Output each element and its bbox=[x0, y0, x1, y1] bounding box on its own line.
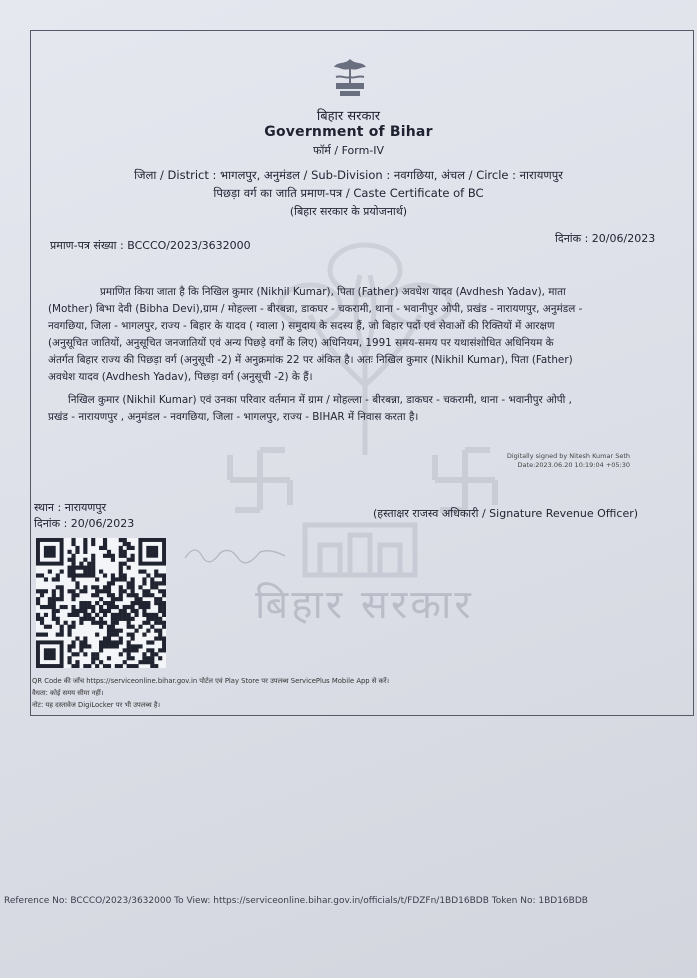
state-name-english: Government of Bihar bbox=[264, 124, 433, 140]
para1-line4: (अनुसूचित जातियों, अनुसूचित जनजातियों एवं अन्य पिछड़े वर्गों के लिए) अधिनियम, 1991 समय-समय पर यथासंशोधित अधिनियम के bbox=[48, 337, 554, 349]
digital-signature-signer: Digitally signed by Nitesh Kumar Seth bbox=[506, 452, 630, 460]
form-number: फॉर्म / Form-IV bbox=[312, 144, 385, 157]
para2-line2: प्रखंड - नारायणपुर , अनुमंडल - नवगछिया, जिला - भागलपुर, राज्य - BIHAR में निवास करता है। bbox=[48, 411, 419, 423]
validity-note: वैधता: कोई समय सीमा नहीं। bbox=[32, 689, 104, 697]
reference-line: Reference No: BCCCO/2023/3632000 To View: https://serviceonline.bihar.gov.in/officials/t/FDZFn/1BD16BDB Token No: 1BD16BDB bbox=[4, 896, 588, 906]
left-pattern-watermark bbox=[225, 445, 295, 515]
certificate-purpose: (बिहार सरकार के प्रयोजनार्थ) bbox=[289, 205, 408, 218]
digital-signature-date: Date:2023.06.20 10:19:04 +05:30 bbox=[517, 461, 630, 469]
certificate-number: प्रमाण-पत्र संख्या : BCCCO/2023/3632000 bbox=[50, 239, 251, 252]
place-date-label: दिनांक : 20/06/2023 bbox=[34, 517, 135, 530]
para1-line2: (Mother) बिभा देवी (Bibha Devi),ग्राम / मोहल्ला - बीरबन्ना, डाकघर - चकरामी, थाना - भवानीपुर ओपी, प्रखंड - नारायणपुर, अनुमंडल - bbox=[48, 303, 583, 315]
bihar-emblem-icon bbox=[324, 55, 376, 99]
state-name-hindi: बिहार सरकार bbox=[316, 109, 381, 124]
stamp-text-watermark: बिहार सरकार bbox=[255, 582, 474, 628]
para1-line6: अवधेश यादव (Avdhesh Yadav), पिछड़ा वर्ग (अनुसूची -2) के हैं। bbox=[48, 371, 313, 383]
district-line: जिला / District : भागलपुर, अनुमंडल / Sub-Division : नवगछिया, अंचल / Circle : नारायणपुर bbox=[134, 168, 563, 182]
para1-line1: प्रमाणित किया जाता है कि निखिल कुमार (Nikhil Kumar), पिता (Father) अवधेश यादव (Avdhesh Yadav), माता bbox=[100, 286, 566, 298]
digilocker-note: नोट: यह दस्तावेज DigiLocker पर भी उपलब्ध है। bbox=[32, 701, 161, 709]
digital-signature bbox=[480, 452, 630, 470]
certificate-title: पिछड़ा वर्ग का जाति प्रमाण-पत्र / Caste Certificate of BC bbox=[213, 186, 484, 200]
para1-line5: अंतर्गत बिहार राज्य की पिछड़ा वर्ग (अनुसूची -2) में अनुक्रमांक 22 पर अंकित है। अतः निखिल कुमार (Nikhil Kumar), पिता (Father) bbox=[48, 354, 573, 366]
handwritten-signature bbox=[180, 538, 290, 568]
building-watermark bbox=[300, 520, 420, 580]
qr-verification-note: QR Code की जाँच https://serviceonline.bihar.gov.in पोर्टल एवं Play Store पर उपलब्ध ServicePlus Mobile App से करें। bbox=[32, 677, 390, 685]
issue-date: दिनांक : 20/06/2023 bbox=[555, 232, 656, 245]
signature-label: (हस्ताक्षर राजस्व अधिकारी / Signature Revenue Officer) bbox=[373, 507, 639, 520]
para1-line3: नवगछिया, जिला - भागलपुर, राज्य - बिहार के यादव ( ग्वाला ) समुदाय के सदस्य हैं, जो बिहार पदों एवं सेवाओं की रिक्तियों में आरक्षण bbox=[48, 320, 555, 332]
place-label: स्थान : नारायणपुर bbox=[34, 501, 107, 514]
qr-code[interactable] bbox=[36, 538, 166, 668]
para2-line1: निखिल कुमार (Nikhil Kumar) एवं उनका परिवार वर्तमान में ग्राम / मोहल्ला - बीरबन्ना, डाकघर - चकरामी, थाना - भवानीपुर ओपी , bbox=[68, 394, 572, 406]
